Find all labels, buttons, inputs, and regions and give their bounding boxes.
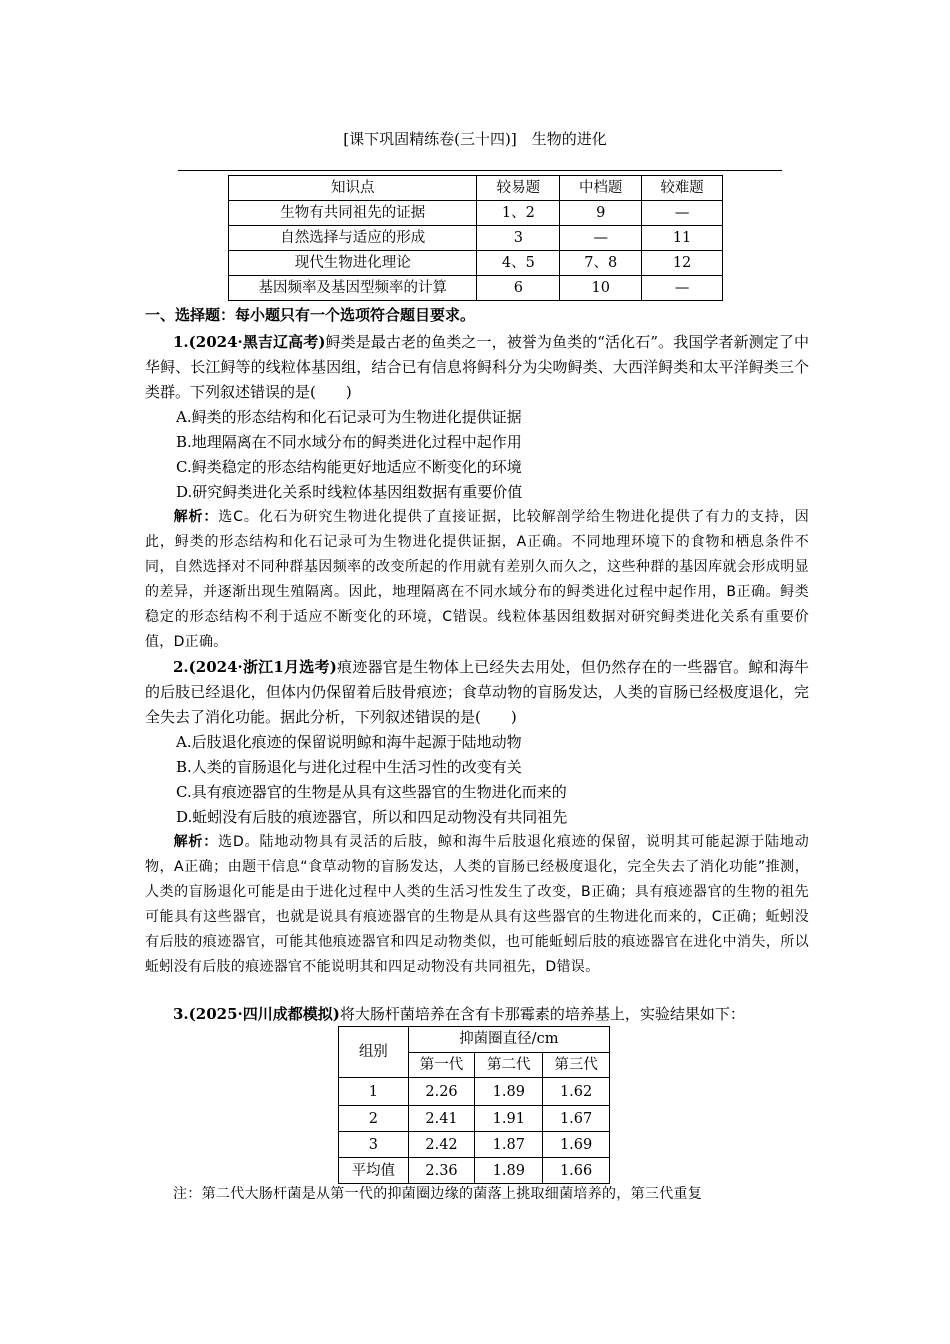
analysis-text: 选C。化石为研究生物进化提供了直接证据，比较解剖学给生物进化提供了有力的支持，因此，鲟类的形态结构和化石记录可为生物进化提供证据，A正确。不同地理环境下的食物和栖息条件不同，自然选择对不同种群基因频率的改变所起的作用就有差别久而久之，这些种群的基因库就会形成明显的差异，并逐渐出现生殖隔离。因此，地理隔离在不同水域分布的鲟类进化过程中起作用，B正确。鲟类稳定的形态结构不利于适应不断变化的环境，C错误。线粒体基因组数据对研究鲟类进化关系有重要价值，D正确。 xyxy=(145,509,809,650)
table-cell: 生物有共同祖先的证据 xyxy=(229,201,477,226)
knowledge-point-table xyxy=(228,175,723,301)
page-title: [课下巩固精练卷(三十四)] 生物的进化 xyxy=(343,130,607,148)
table-header-cell: 较易题 xyxy=(477,176,560,201)
table-cell: 2 xyxy=(339,1106,409,1132)
table-cell: 1.66 xyxy=(543,1158,610,1184)
question-2-option-d: D.蚯蚓没有后肢的痕迹器官，所以和四足动物没有共同祖先 xyxy=(176,808,568,826)
table-cell: 7、8 xyxy=(560,251,642,276)
table-cell: — xyxy=(642,201,723,226)
question-3-note xyxy=(145,1182,809,1207)
table-cell: 1.62 xyxy=(543,1078,610,1106)
table-row xyxy=(229,226,723,251)
table-cell: 1.67 xyxy=(543,1106,610,1132)
table-cell: 1、2 xyxy=(477,201,560,226)
table-cell: 1.87 xyxy=(475,1132,543,1158)
question-2-analysis xyxy=(145,830,809,980)
table-cell: 2.41 xyxy=(408,1106,475,1132)
question-1-source: 1.(2024·黑吉辽高考) xyxy=(173,333,326,351)
table-row xyxy=(339,1078,610,1106)
table-row xyxy=(339,1106,610,1132)
question-1-option-a: A.鲟类的形态结构和化石记录可为生物进化提供证据 xyxy=(176,408,522,426)
table-header-row xyxy=(229,176,723,201)
question-1-analysis xyxy=(145,505,809,655)
table-cell: 12 xyxy=(642,251,723,276)
question-3-source: 3.(2025·四川成都模拟) xyxy=(173,1005,340,1023)
question-3-text: 将大肠杆菌培养在含有卡那霉素的培养基上，实验结果如下： xyxy=(339,1005,745,1023)
table-header-cell: 第三代 xyxy=(543,1052,610,1078)
table-cell: 11 xyxy=(642,226,723,251)
analysis-label: 解析： xyxy=(173,834,219,850)
question-2-option-a: A.后肢退化痕迹的保留说明鲸和海牛起源于陆地动物 xyxy=(176,733,522,751)
table-row xyxy=(229,201,723,226)
question-2-text: 痕迹器官是生物体上已经失去用处，但仍然存在的一些器官。鲸和海牛的后肢已经退化，但体内仍保留着后肢骨痕迹；食草动物的盲肠发达，人类的盲肠已经极度退化，完全失去了消化功能。据此分析，下列叙述错误的是( ) xyxy=(145,658,809,726)
table-cell: 自然选择与适应的形成 xyxy=(229,226,477,251)
table-cell: 1.89 xyxy=(475,1158,543,1184)
table-cell: 6 xyxy=(477,276,560,301)
table-cell: 1 xyxy=(339,1078,409,1106)
table-cell: 3 xyxy=(477,226,560,251)
table-header-cell: 较难题 xyxy=(642,176,723,201)
table-header-row xyxy=(339,1027,610,1053)
table-row xyxy=(229,276,723,301)
table-row xyxy=(339,1132,610,1158)
table-row xyxy=(229,251,723,276)
question-1-stem xyxy=(145,330,809,405)
table-cell: 2.42 xyxy=(408,1132,475,1158)
table-cell: — xyxy=(642,276,723,301)
table-cell: 10 xyxy=(560,276,642,301)
table-cell: 1.89 xyxy=(475,1078,543,1106)
table-header-cell: 第二代 xyxy=(475,1052,543,1078)
table-header-cell: 知识点 xyxy=(229,176,477,201)
section-heading: 一、选择题：每小题只有一个选项符合题目要求。 xyxy=(145,306,476,324)
note-text: 注：第二代大肠杆菌是从第一代的抑菌圈边缘的菌落上挑取细菌培养的，第三代重复 xyxy=(173,1186,703,1202)
table-cell: 2.36 xyxy=(408,1158,475,1184)
table-row xyxy=(339,1158,610,1184)
inhibition-zone-table xyxy=(338,1026,610,1184)
question-1-option-b: B.地理隔离在不同水域分布的鲟类进化过程中起作用 xyxy=(176,433,522,451)
question-1-text: 鲟类是最古老的鱼类之一，被誉为鱼类的“活化石”。我国学者新测定了中华鲟、长江鲟等的线粒体基因组，结合已有信息将鲟科分为尖吻鲟类、大西洋鲟类和太平洋鲟类三个类群。下列叙述错误的是( ) xyxy=(145,333,810,401)
question-2-stem xyxy=(145,655,809,730)
table-cell: 1.69 xyxy=(543,1132,610,1158)
question-2-option-c: C.具有痕迹器官的生物是从具有这些器官的生物进化而来的 xyxy=(176,783,567,801)
title-divider xyxy=(178,170,782,171)
question-3-stem xyxy=(145,1002,809,1027)
question-2-source: 2.(2024·浙江1月选考) xyxy=(173,658,337,676)
table-cell: 3 xyxy=(339,1132,409,1158)
table-cell: 2.26 xyxy=(408,1078,475,1106)
table-header-cell: 抑菌圈直径/cm xyxy=(408,1027,609,1053)
analysis-label: 解析： xyxy=(173,509,219,525)
table-cell: 4、5 xyxy=(477,251,560,276)
table-cell: 基因频率及基因型频率的计算 xyxy=(229,276,477,301)
table-cell: 现代生物进化理论 xyxy=(229,251,477,276)
question-1-option-d: D.研究鲟类进化关系时线粒体基因组数据有重要价值 xyxy=(176,483,523,501)
table-cell: — xyxy=(560,226,642,251)
question-1-option-c: C.鲟类稳定的形态结构能更好地适应不断变化的环境 xyxy=(176,458,522,476)
table-header-cell: 中档题 xyxy=(560,176,642,201)
table-header-cell: 组别 xyxy=(339,1027,409,1078)
question-2-option-b: B.人类的盲肠退化与进化过程中生活习性的改变有关 xyxy=(176,758,522,776)
table-cell: 9 xyxy=(560,201,642,226)
table-header-cell: 第一代 xyxy=(408,1052,475,1078)
analysis-text: 选D。陆地动物具有灵活的后肢，鲸和海牛后肢退化痕迹的保留，说明其可能起源于陆地动物，A正确；由题干信息“食草动物的盲肠发达，人类的盲肠已经极度退化，完全失去了消化功能”推测，人类的盲肠退化可能是由于进化过程中人类的生活习性发生了改变，B正确；具有痕迹器官的生物的祖先可能具有这些器官，也就是说具有痕迹器官的生物是从具有这些器官的生物进化而来的，C正确；蚯蚓没有后肢的痕迹器官，可能其他痕迹器官和四足动物类似，也可能蚯蚓后肢的痕迹器官在进化中消失，所以蚯蚓没有后肢的痕迹器官不能说明其和四足动物没有共同祖先，D错误。 xyxy=(145,834,810,975)
table-cell: 1.91 xyxy=(475,1106,543,1132)
table-cell: 平均值 xyxy=(339,1158,409,1184)
